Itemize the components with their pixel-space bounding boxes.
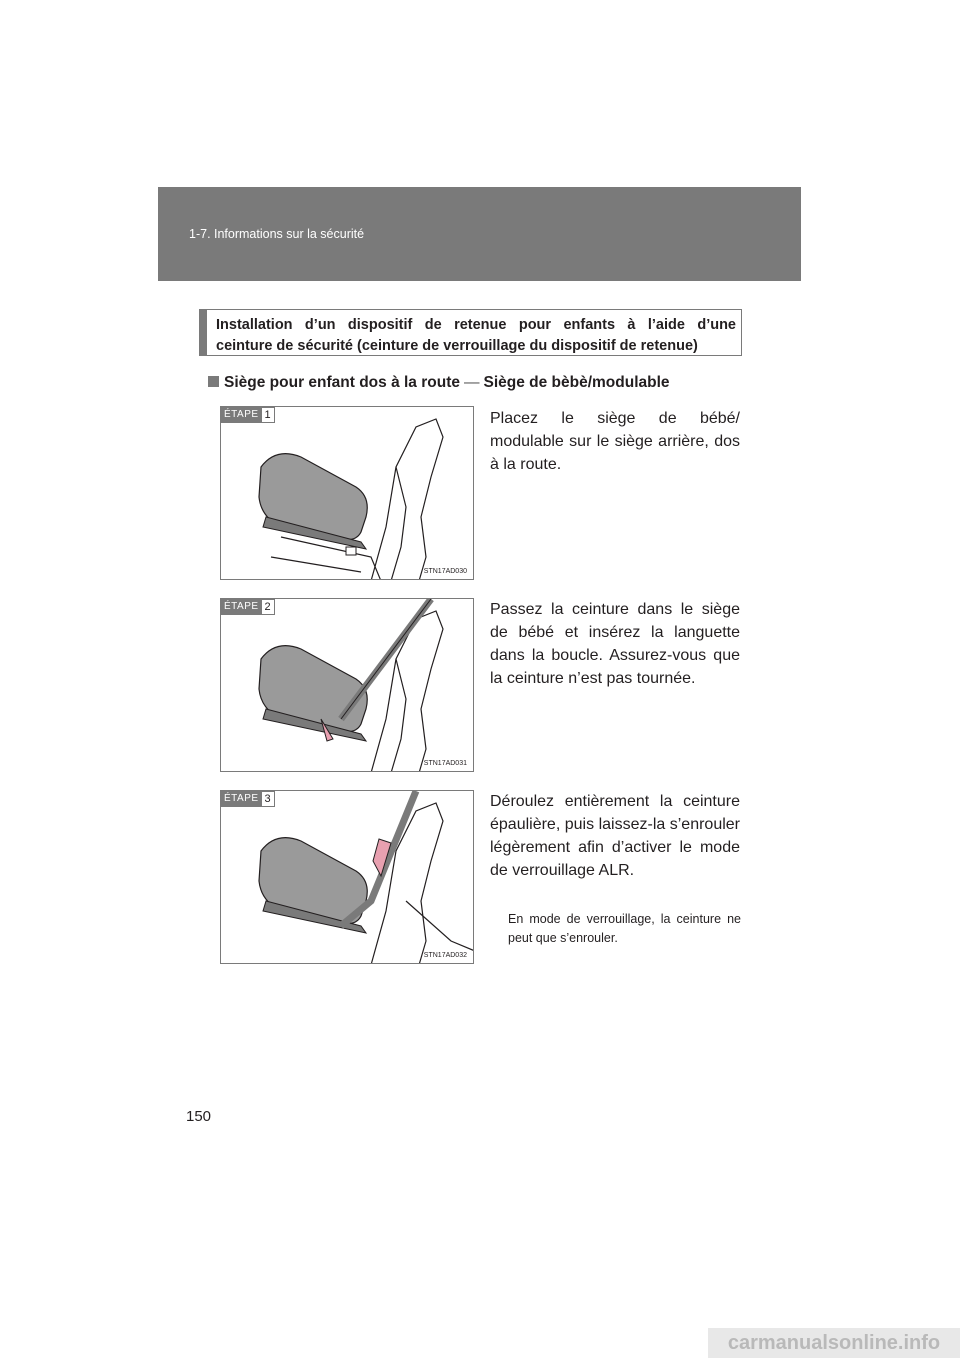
step-label: ÉTAPE [221, 599, 262, 615]
topic-box [199, 309, 742, 356]
watermark-logo: carmanualsonline.info [708, 1328, 960, 1358]
child-seat-illustration-2 [221, 599, 474, 772]
figure-code: STN17AD030 [423, 568, 467, 575]
section-title: 1-7. Informations sur la sécurité [189, 227, 365, 241]
child-seat-illustration-3 [221, 791, 474, 964]
figure-code: STN17AD032 [423, 952, 467, 959]
step-badge-1 [221, 407, 275, 423]
subheading-left: Siège pour enfant dos à la route [224, 374, 460, 391]
figure-code: STN17AD031 [423, 760, 467, 767]
step-2-text: Passez la ceinture dans le siège de bébé et insérez la languette dans la boucle. Assurez-vous que la ceinture n’est pas tournée. [490, 601, 740, 687]
figure-step-1 [220, 406, 474, 580]
step-3-note: En mode de verrouillage, la ceinture ne peut que s’enrouler. [508, 912, 741, 945]
subheading-dash: — [463, 374, 480, 391]
step-label: ÉTAPE [221, 791, 262, 807]
topic-title-line-2: ceinture de sécurité (ceinture de verrouillage du dispositif de retenue) [216, 338, 698, 354]
figure-step-2 [220, 598, 474, 772]
step-badge-3 [221, 791, 275, 807]
step-1-text: Placez le siège de bébé/ modulable sur le siège arrière, dos à la route. [490, 410, 740, 473]
page-number: 150 [186, 1108, 212, 1125]
step-number: 2 [262, 599, 275, 615]
step-number: 1 [262, 407, 275, 423]
step-number: 3 [262, 791, 275, 807]
figure-step-3 [220, 790, 474, 964]
subheading-right: Siège de bèbè/modulable [483, 374, 670, 391]
child-seat-illustration-1 [221, 407, 474, 580]
step-label: ÉTAPE [221, 407, 262, 423]
subheading [208, 374, 670, 392]
step-3-text: Déroulez entièrement la ceinture épaulière, puis laissez-la s’enrouler légèrement afin d’activer le mode de verrouillage ALR. [490, 793, 740, 879]
topic-title-line-1: Installation d’un dispositif de retenue pour enfants à l’aide d’une [216, 317, 736, 333]
square-bullet-icon [208, 376, 219, 387]
step-badge-2 [221, 599, 275, 615]
